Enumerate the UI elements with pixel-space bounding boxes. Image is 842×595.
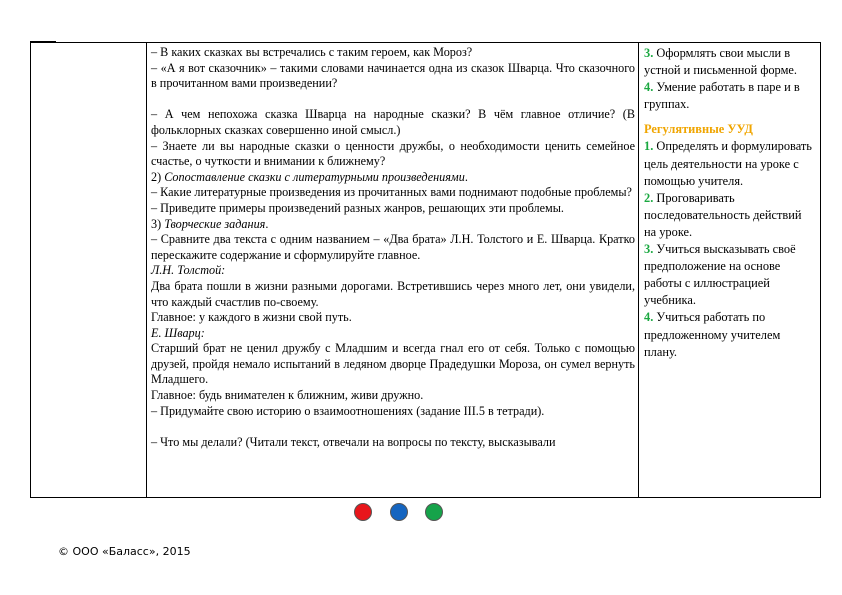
lesson-paragraph: – Приведите примеры произведений разных жанров, решающих эти проблемы. [151,200,564,215]
spacer [644,113,816,121]
uud-item-text: Оформлять свои мысли в устной и письменной форме. [644,46,798,78]
red-dot[interactable] [354,503,372,521]
uud-item [644,79,816,113]
stage-column [31,43,147,497]
lesson-paragraph: Главное: будь внимателен к ближним, живи дружно. [151,388,424,403]
green-dot[interactable] [425,503,443,521]
section-title: Сопоставление сказки с литературными произведениями [164,169,465,184]
uud-column [639,43,820,497]
lesson-paragraph: – А чем непохожа сказка Шварца на народные сказки? В чём главное отличие? (В фольклорных сказках совершенно иной смысл.) [151,107,635,137]
section-title: Л.Н. Толстой: [151,263,226,278]
lesson-paragraph: Главное: у каждого в жизни свой путь. [151,310,352,325]
uud-item-number: 1. [644,139,654,154]
section-suffix: . [265,216,269,231]
uud-item [644,241,816,309]
lesson-paragraph: – Знаете ли вы народные сказки о ценности дружбы, о необходимости ценить семейное счастье, о чуткости и внимании к ближнему? [151,138,635,169]
section-number: 3) [151,216,165,231]
lesson-paragraph: – Сравните два текста с одним названием – «Два брата» Л.Н. Толстого и Е. Шварца. Кратко перескажите содержание и сформулируйте главное. [151,232,635,262]
uud-item [644,190,816,241]
lesson-paragraph: – В каких сказках вы встречались с таким героем, как Мороз? [151,45,473,59]
blue-dot[interactable] [390,503,408,521]
color-dots [0,503,842,529]
uud-item-text: Учиться высказывать своё предположение на основе работы с иллюстрацией учебника. [644,242,796,308]
lesson-paragraph: Старший брат не ценил дружбу с Младшим и всегда гнал его от себя. Только с помощью друзей, пройдя немало испытаний в ледяном дворце Прадедушки Мороза, он сумел вернуть Младшего. [151,341,635,387]
blank-line [151,419,635,435]
blank-line [151,92,635,108]
lesson-paragraph: – Какие литературные произведения из прочитанных вами поднимают подобные проблемы? [151,185,632,200]
lesson-paragraph [151,326,635,342]
uud-item-text: Умение работать в паре и в группах. [644,80,800,112]
uud-item-number: 3. [644,242,654,257]
lesson-paragraph [151,263,635,279]
uud-item-number: 4. [644,310,654,325]
uud-item [644,309,816,360]
lesson-table [30,42,821,498]
lesson-paragraph [151,170,635,186]
uud-item-number: 3. [644,46,654,60]
lesson-paragraph: – Придумайте свою историю о взаимоотношениях (задание III.5 в тетради). [151,403,545,418]
uud-item-number: 4. [644,80,654,95]
uud-item-number: 2. [644,190,654,205]
section-number: 2) [151,169,165,184]
uud-item-text: Определять и формулировать цель деятельности на уроке с помощью учителя. [644,139,812,188]
uud-item-text: Проговаривать последовательность действий на уроке. [644,190,802,239]
uud-item-text: Учиться работать по предложенному учителем плану. [644,310,781,359]
uud-item [644,45,816,79]
uud-item [644,138,816,189]
lesson-paragraph [151,217,635,233]
lesson-paragraph: Два брата пошли в жизни разными дорогами. Встретившись через много лет, они увидели, что каждый счастлив по-своему. [151,278,635,309]
lesson-paragraph: – Что мы делали? (Читали текст, отвечали на вопросы по тексту, высказывали [151,434,556,449]
copyright-footer: © ООО «Баласс», 2015 [58,545,191,558]
lesson-paragraph: – «А я вот сказочник» – такими словами начинается одна из сказок Шварца. Что сказочного в прочитанном вами произведении? [151,60,635,91]
regulatory-uud-heading: Регулятивные УУД [644,122,753,137]
lesson-content-column [147,43,639,497]
section-suffix: . [464,169,468,184]
section-title: Е. Шварц: [151,325,205,340]
section-title: Творческие задания [164,216,266,231]
